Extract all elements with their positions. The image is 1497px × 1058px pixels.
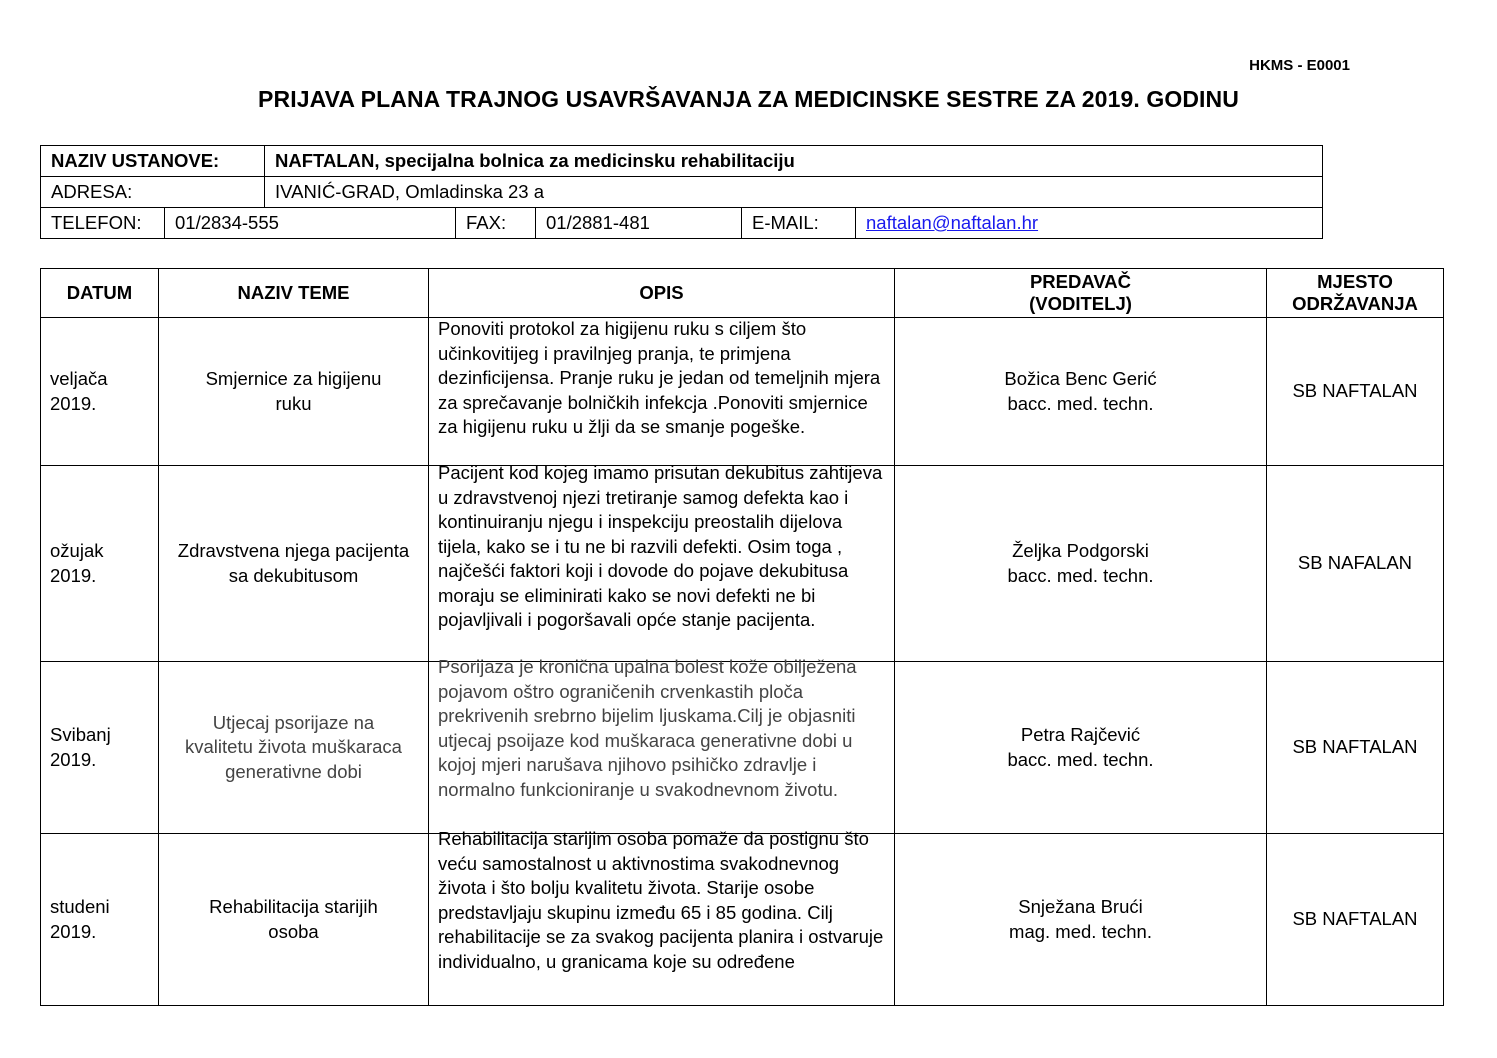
row-date [41,834,159,1006]
row-lecturer [895,466,1267,662]
header-lecturer-line2: (VODITELJ) [1029,293,1132,314]
table-row [41,466,1444,662]
header-place [1267,269,1444,318]
row-topic: Zdravstvena njega pacijenta sa dekubitusom [159,466,429,662]
row-lecturer-title: bacc. med. techn. [1007,564,1154,586]
row-description-text: Rehabilitacija starijim osoba pomaže da postignu što veću samostalnost u aktivnostima svakodnevnog života i što bolju kvalitetu života. Starije osobe predstavljaju skupinu između 65 i 85 godina. Cilj rehabilitacije se za svakog pacijenta planira i ostvaruje individualno, u granicama koje su određene [438,828,884,972]
row-topic: Smjernice za higijenu ruku [159,318,429,466]
phone-value: 01/2834-555 [165,208,456,239]
institution-address-row [41,177,1323,208]
header-description: OPIS [429,269,895,318]
row-place: SB NAFALAN [1267,466,1444,662]
institution-info-table [40,145,1323,239]
row-topic: Utjecaj psorijaze na kvalitetu života muškaraca generativne dobi [159,662,429,834]
email-label: E-MAIL: [742,208,856,239]
row-date-year: 2019. [50,564,97,586]
row-place: SB NAFTALAN [1267,834,1444,1006]
fax-label: FAX: [456,208,536,239]
row-lecturer-title: mag. med. techn. [1009,920,1152,942]
header-place-line1: MJESTO [1317,271,1393,292]
row-description [429,462,895,662]
email-link[interactable]: naftalan@naftalan.hr [866,212,1039,233]
row-date [41,318,159,466]
row-description-text: Psorijaza je kronična upalna bolest kože obilježena pojavom oštro ograničenih crvenkastih ploča prekrivenih srebrno bijelim ljuskama.Cilj je objasniti utjecaj psoijaze kod muškaraca generativne dobi u kojoj mjeri narušava njihovo psihičko zdravlje i normalno funkcioniranje u svakodnevnom životu. [438,656,857,800]
row-topic: Rehabilitacija starijih osoba [159,834,429,1006]
row-lecturer-name: Božica Benc Gerić [1004,368,1157,389]
header-date: DATUM [41,269,159,318]
row-lecturer-title: bacc. med. techn. [1007,748,1154,770]
document-title: PRIJAVA PLANA TRAJNOG USAVRŠAVANJA ZA MEDICINSKE SESTRE ZA 2019. GODINU [258,86,1239,112]
address-value: IVANIĆ-GRAD, Omladinska 23 a [265,177,1323,208]
row-lecturer-name: Petra Rajčević [1020,724,1141,745]
header-topic: NAZIV TEME [159,269,429,318]
row-description-text: Ponoviti protokol za higijenu ruku s ciljem što učinkovitijeg i pravilnjeg pranja, te primjena dezinficijensa. Pranje ruku je jedan od temeljnih mjera za sprečavanje bolničkih infekcja .Ponoviti smjernice za higijenu ruku u žlji da se smanje pogeške. [438,318,881,437]
row-date-year: 2019. [50,748,97,770]
row-lecturer [895,662,1267,834]
address-label: ADRESA: [41,177,265,208]
row-description [429,828,895,1006]
row-lecturer-name: Snježana Brući [1018,896,1143,917]
institution-name-label: NAZIV USTANOVE: [41,146,265,177]
document-code: HKMS - E0001 [1249,57,1350,74]
row-lecturer [895,318,1267,466]
row-date-year: 2019. [50,920,97,942]
fax-value: 01/2881-481 [536,208,742,239]
email-cell [856,208,1323,239]
plan-header-row [41,269,1444,318]
row-lecturer [895,834,1267,1006]
institution-contact-row [41,208,1323,239]
row-date-year: 2019. [50,392,97,414]
row-lecturer-title: bacc. med. techn. [1007,392,1154,414]
phone-label: TELEFON: [41,208,165,239]
education-plan-table [40,268,1444,1006]
table-row [41,662,1444,834]
row-description [429,656,895,834]
row-description-text: Pacijent kod kojeg imamo prisutan dekubitus zahtijeva u zdravstvenoj njezi tretiranje samog defekta kao i kontinuiranju njegu i inspekciju preostalih dijelova tijela, kako se i tu ne bi razvili defekti. Osim toga , najčešći faktori koji i dovode do pojave dekubitusa moraju se eliminirati kako se novi defekti ne bi pojavljivali i pogoršavali opće stanje pacijenta. [438,462,883,630]
row-date-month: ožujak [50,540,104,561]
table-row [41,318,1444,466]
row-date-month: veljača [50,368,108,389]
row-date-month: Svibanj [50,724,111,745]
table-row [41,834,1444,1006]
row-date [41,466,159,662]
row-place: SB NAFTALAN [1267,662,1444,834]
row-lecturer-name: Željka Podgorski [1012,540,1149,561]
row-date [41,662,159,834]
row-date-month: studeni [50,896,110,917]
row-description [429,318,895,466]
row-place: SB NAFTALAN [1267,318,1444,466]
institution-name-row [41,146,1323,177]
header-place-line2: ODRŽAVANJA [1292,293,1418,314]
header-lecturer-line1: PREDAVAČ [1029,271,1132,292]
institution-name-value: NAFTALAN, specijalna bolnica za medicinsku rehabilitaciju [265,146,1323,177]
header-lecturer [895,269,1267,318]
